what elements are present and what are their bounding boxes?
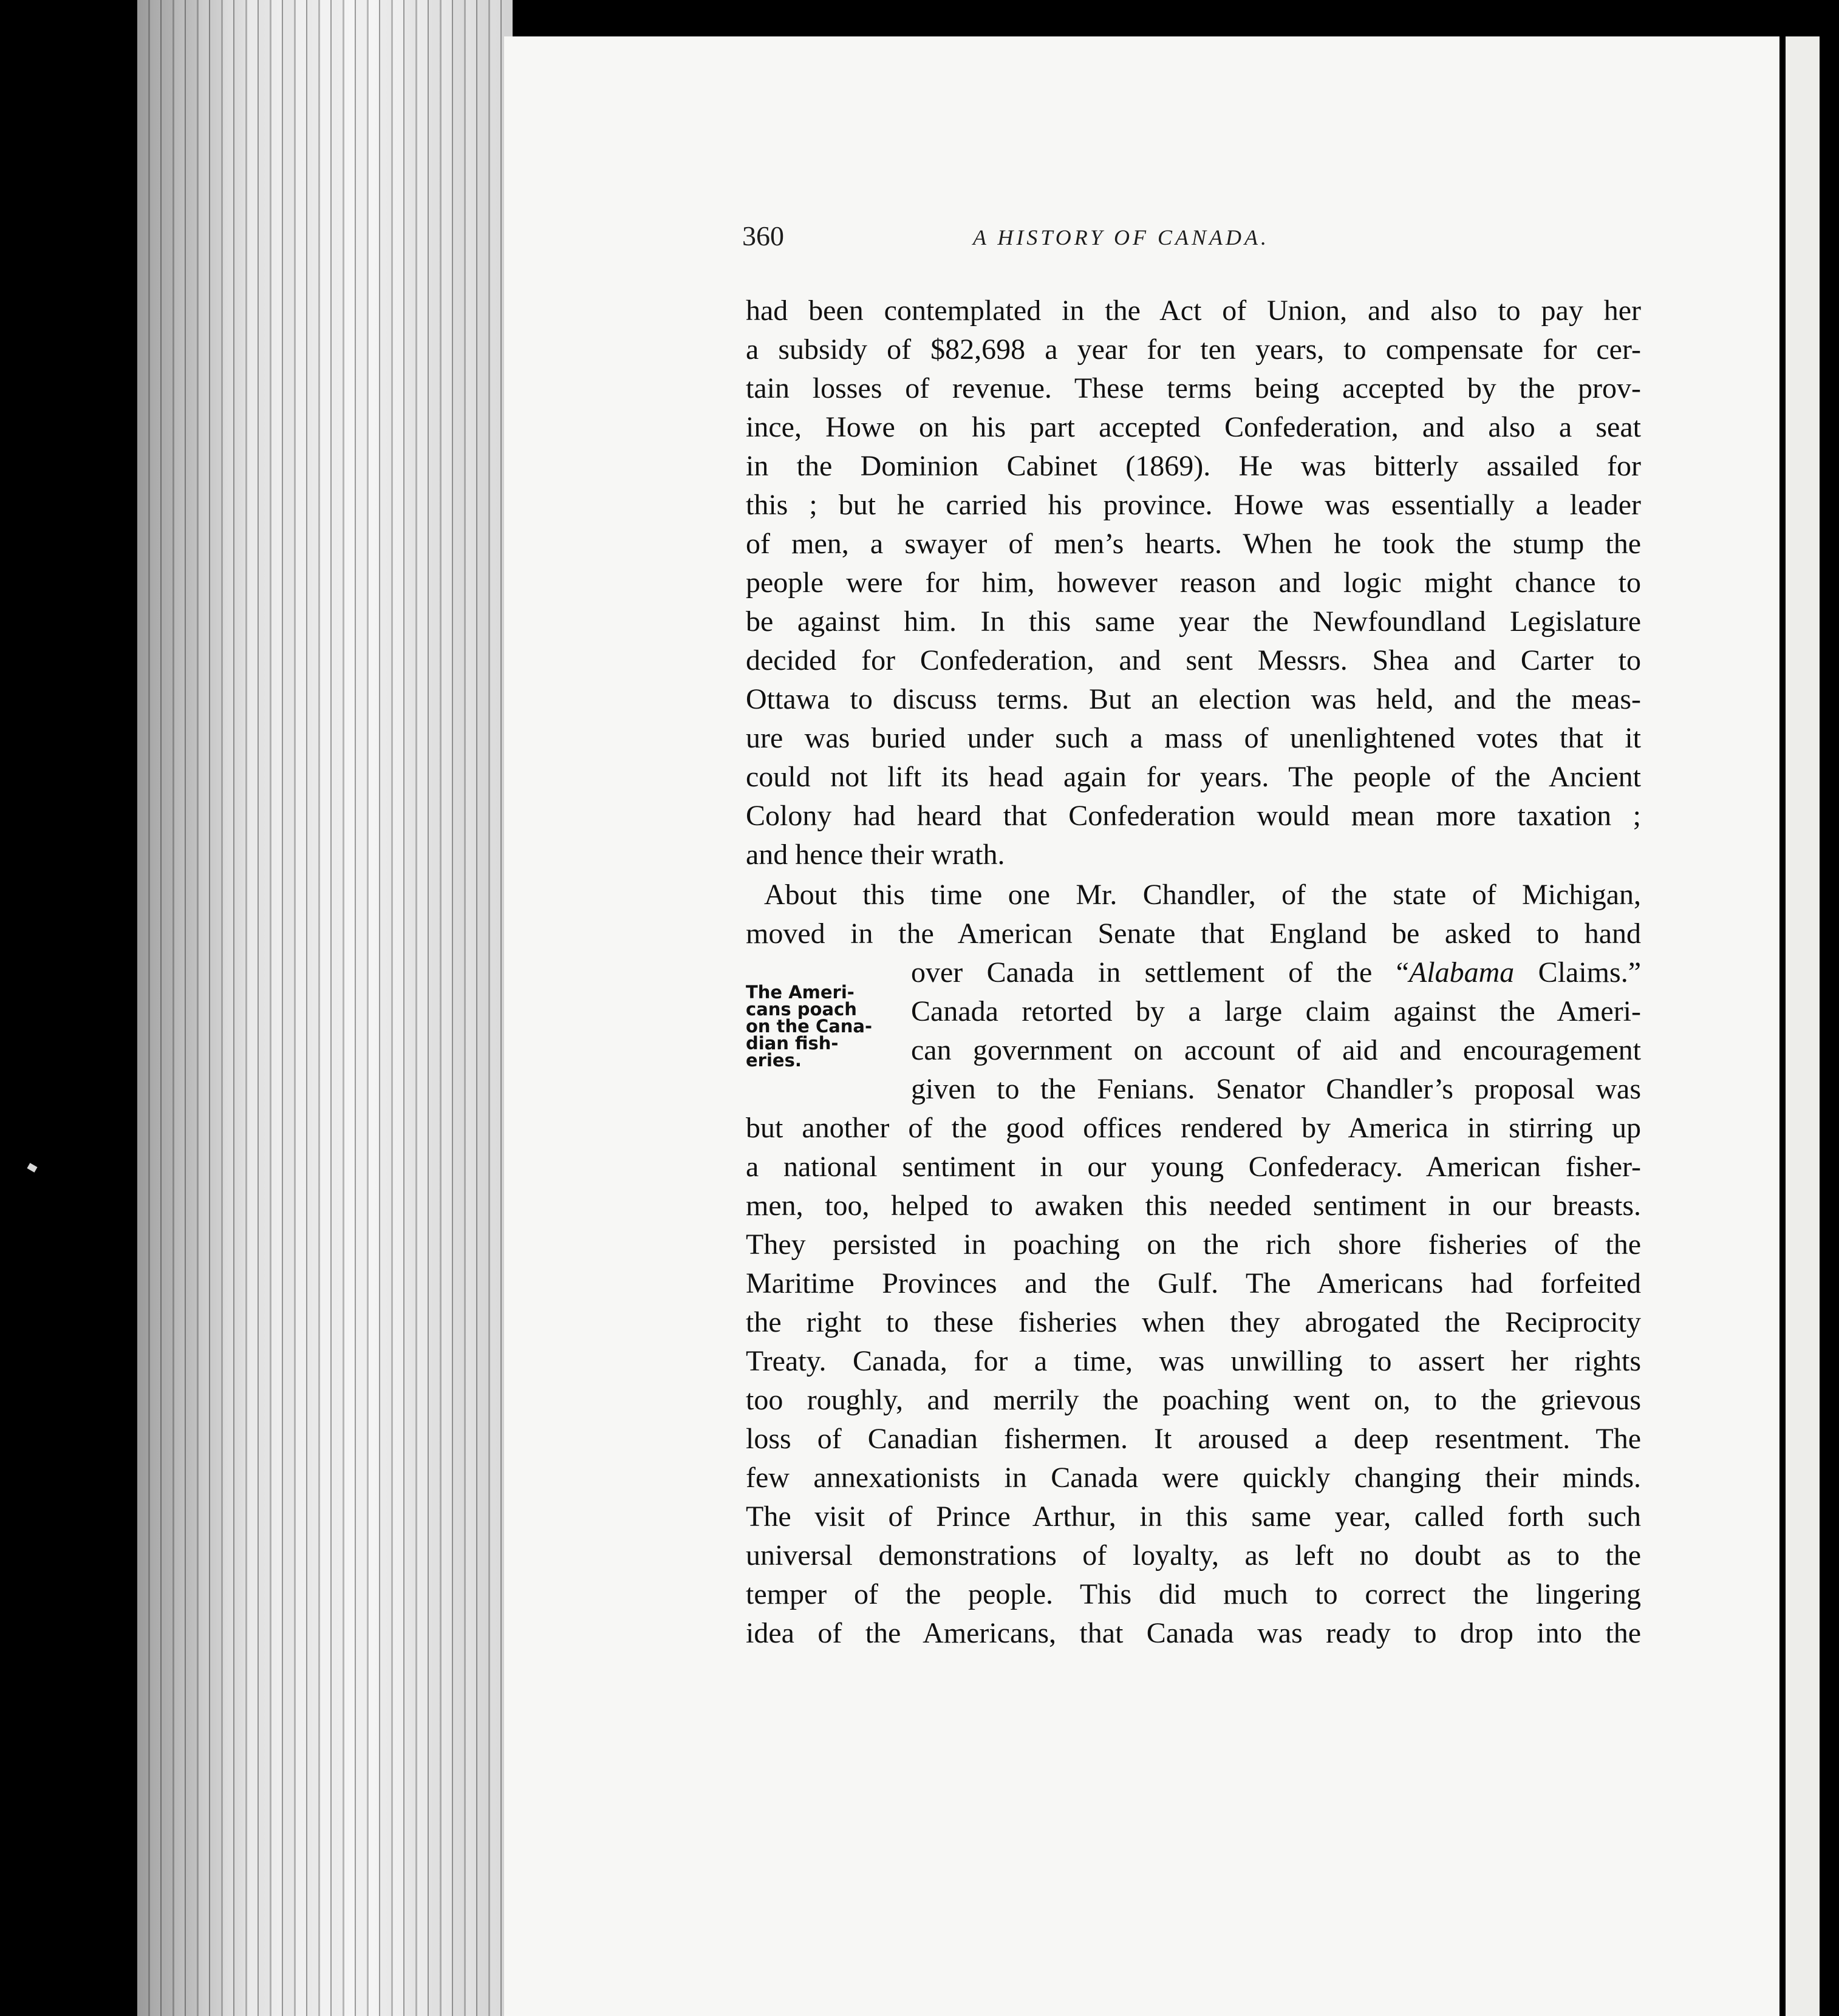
text-line: a subsidy of $82,698 a year for ten years, to compensate for cer- [746, 333, 1641, 366]
margin-note-line: eries. [746, 1050, 802, 1071]
text-segment: over Canada in settlement of the “ [911, 956, 1409, 989]
page-number: 360 [742, 220, 784, 251]
margin-note-line: on the Cana- [746, 1016, 873, 1037]
page-header [742, 220, 1647, 262]
text-line: moved in the American Senate that England be asked to hand [746, 918, 1641, 950]
next-page-edge [1786, 36, 1820, 2016]
text-line: of men, a swayer of men’s hearts. When he took the stump the [746, 528, 1641, 560]
margin-note-line: cans poach [746, 999, 857, 1020]
text-line: About this time one Mr. Chandler, of the state of Michigan, [764, 879, 1641, 911]
text-line: and hence their wrath. [746, 839, 1005, 871]
text-line: temper of the people. This did much to correct the lingering [746, 1578, 1641, 1610]
margin-note [746, 984, 904, 1069]
text-line: had been contemplated in the Act of Union, and also to pay her [746, 295, 1641, 327]
text-line: Colony had heard that Confederation would mean more taxation ; [746, 800, 1641, 832]
dust-speck [27, 1163, 37, 1173]
text-line: people were for him, however reason and logic might chance to [746, 567, 1641, 599]
text-line: but another of the good offices rendered by America in stirring up [746, 1112, 1641, 1144]
text-line: can government on account of aid and encouragement [911, 1034, 1641, 1066]
text-line: this ; but he carried his province. Howe was essentially a leader [746, 489, 1641, 521]
text-line: Treaty. Canada, for a time, was unwilling to assert her rights [746, 1345, 1641, 1377]
text-line: the right to these fisheries when they abrogated the Reciprocity [746, 1306, 1641, 1338]
text-line: ince, Howe on his part accepted Confederation, and also a seat [746, 411, 1641, 443]
text-line: ure was buried under such a mass of unenlightened votes that it [746, 722, 1641, 754]
italic-phrase: Alabama [1408, 956, 1515, 989]
text-segment: Claims.” [1514, 956, 1641, 989]
text-line: too roughly, and merrily the poaching went on, to the grievous [746, 1384, 1641, 1416]
text-line: be against him. In this same year the Newfoundland Legislature [746, 605, 1641, 638]
text-line: universal demonstrations of loyalty, as left no doubt as to the [746, 1539, 1641, 1572]
page-edges-shadow [137, 0, 513, 2016]
text-line: The visit of Prince Arthur, in this same year, called forth such [746, 1500, 1641, 1533]
text-line-with-italic [911, 955, 1641, 991]
text-line: Maritime Provinces and the Gulf. The Americans had forfeited [746, 1267, 1641, 1299]
text-line: Canada retorted by a large claim against the Ameri- [911, 995, 1641, 1027]
text-line: few annexationists in Canada were quickly changing their minds. [746, 1462, 1641, 1494]
text-line: a national sentiment in our young Confederacy. American fisher- [746, 1151, 1641, 1183]
text-line: in the Dominion Cabinet (1869). He was bitterly assailed for [746, 450, 1641, 482]
text-line: could not lift its head again for years. The people of the Ancient [746, 761, 1641, 793]
text-line: tain losses of revenue. These terms being accepted by the prov- [746, 372, 1641, 404]
text-line: Ottawa to discuss terms. But an election was held, and the meas- [746, 683, 1641, 715]
running-title: A HISTORY OF CANADA. [973, 225, 1270, 250]
margin-note-line: dian fish- [746, 1033, 839, 1054]
text-line: idea of the Americans, that Canada was ready to drop into the [746, 1617, 1641, 1649]
text-line: They persisted in poaching on the rich shore fisheries of the [746, 1228, 1641, 1261]
text-line: loss of Canadian fishermen. It aroused a deep resentment. The [746, 1423, 1641, 1455]
margin-note-line: The Ameri- [746, 982, 855, 1003]
text-line: men, too, helped to awaken this needed sentiment in our breasts. [746, 1190, 1641, 1222]
text-line: given to the Fenians. Senator Chandler’s proposal was [911, 1073, 1641, 1105]
text-line: decided for Confederation, and sent Messrs. Shea and Carter to [746, 644, 1641, 676]
